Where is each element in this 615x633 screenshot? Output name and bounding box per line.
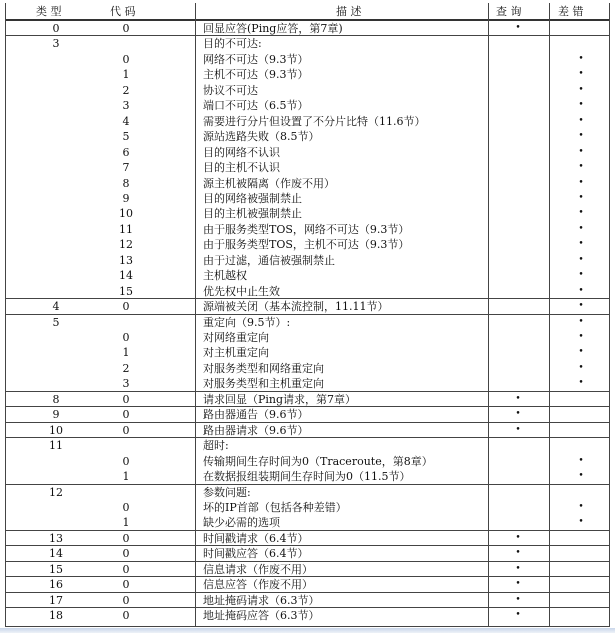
description-cell: 由于过滤，通信被强制禁止: [203, 253, 335, 267]
description-cell: 主机不可达（9.3节）: [203, 68, 309, 82]
table-row: [6, 577, 609, 592]
error-mark: •: [578, 501, 584, 512]
type-cell: 4: [52, 300, 60, 314]
code-cell: 0: [122, 454, 130, 468]
description-cell: 坏的IP首部（包括各种差错）: [203, 500, 347, 514]
error-mark: •: [578, 362, 584, 373]
description-cell: 传输期间生存时间为0（Traceroute，第8章）: [203, 454, 433, 468]
type-cell: 9: [52, 408, 60, 422]
description-cell: 主机越权: [203, 269, 247, 283]
table-row: [6, 191, 609, 206]
header-type: 类 型: [36, 5, 62, 18]
code-cell: 0: [122, 547, 130, 561]
error-mark: •: [578, 223, 584, 234]
table-row: [6, 562, 609, 577]
description-cell: 缺少必需的选项: [203, 516, 280, 530]
code-cell: 0: [122, 300, 130, 314]
type-cell: 16: [49, 578, 63, 592]
error-mark: •: [578, 239, 584, 250]
code-cell: 0: [122, 609, 130, 623]
table-row: [6, 145, 609, 160]
header-error: 差 错: [558, 5, 584, 18]
error-mark: •: [578, 455, 584, 466]
error-mark: •: [578, 378, 584, 389]
table-row: [6, 237, 609, 252]
table-row: [6, 160, 609, 175]
description-cell: 地址掩码请求（6.3节）: [203, 593, 320, 607]
error-mark: •: [578, 162, 584, 173]
type-cell: 8: [52, 392, 60, 406]
type-cell: 15: [49, 562, 63, 576]
type-cell: 12: [49, 485, 63, 499]
code-cell: 1: [122, 68, 130, 82]
description-cell: 参数问题:: [203, 485, 251, 499]
type-cell: 0: [52, 22, 60, 35]
header-code: 代 码: [110, 5, 136, 18]
table-row: [6, 438, 609, 453]
query-mark: •: [515, 563, 521, 574]
table-row: [6, 284, 609, 299]
code-cell: 1: [122, 346, 130, 360]
code-cell: 14: [119, 269, 133, 283]
description-cell: 优先权中止生效: [203, 284, 280, 298]
table-row: [6, 407, 609, 422]
table-row: [6, 315, 609, 330]
description-cell: 时间戳应答（6.4节）: [203, 547, 309, 561]
table-row: [6, 114, 609, 129]
table-row: [6, 330, 609, 345]
table-row: [6, 345, 609, 360]
code-cell: 15: [119, 284, 133, 298]
table-row: [6, 593, 609, 608]
table-row: [6, 253, 609, 268]
table-row: [6, 21, 609, 36]
description-cell: 对网络重定向: [203, 331, 269, 344]
code-cell: 6: [122, 145, 130, 159]
description-cell: 由于服务类型TOS，主机不可达（9.3节）: [203, 238, 410, 252]
table-row: [6, 222, 609, 237]
query-mark: •: [515, 409, 521, 420]
description-cell: 网络不可达（9.3节）: [203, 52, 309, 66]
table-row: [6, 268, 609, 283]
query-mark: •: [515, 579, 521, 590]
description-cell: 需要进行分片但设置了不分片比特（11.6节）: [203, 114, 426, 128]
error-mark: •: [578, 131, 584, 142]
table-row: [6, 361, 609, 376]
description-cell: 在数据报组装期间生存时间为0（11.5节）: [203, 470, 411, 484]
code-cell: 0: [122, 52, 130, 66]
table-row: [6, 485, 609, 500]
type-cell: 11: [49, 439, 63, 453]
description-cell: 对服务类型和网络重定向: [203, 361, 324, 375]
error-mark: •: [578, 270, 584, 281]
description-cell: 协议不可达: [203, 83, 258, 97]
query-mark: •: [515, 594, 521, 605]
description-cell: 源主机被隔离（作废不用）: [203, 176, 335, 190]
code-cell: 0: [122, 531, 130, 545]
error-mark: •: [578, 146, 584, 157]
error-mark: •: [578, 285, 584, 296]
description-cell: 对服务类型和主机重定向: [203, 377, 324, 391]
description-cell: 目的不可达:: [203, 37, 262, 51]
type-cell: 10: [49, 423, 63, 437]
code-cell: 0: [122, 22, 130, 35]
description-cell: 信息请求（作废不用）: [203, 562, 313, 576]
code-cell: 1: [122, 470, 130, 484]
table-row: [6, 176, 609, 191]
code-cell: 12: [119, 238, 133, 252]
description-cell: 目的网络不认识: [203, 145, 280, 159]
code-cell: 0: [122, 331, 130, 344]
description-cell: 源站选路失败（8.5节）: [203, 130, 320, 144]
error-mark: •: [578, 177, 584, 188]
code-cell: 9: [122, 191, 130, 205]
description-cell: 时间戳请求（6.4节）: [203, 531, 309, 545]
error-mark: •: [578, 53, 584, 64]
description-cell: 目的主机不认识: [203, 161, 280, 175]
table-row: [6, 36, 609, 51]
query-mark: •: [515, 548, 521, 559]
code-cell: 0: [122, 562, 130, 576]
table-row: [6, 52, 609, 67]
table-row: [6, 608, 609, 623]
type-cell: 13: [49, 531, 63, 545]
query-mark: •: [515, 610, 521, 621]
code-cell: 5: [122, 130, 130, 144]
description-cell: 对主机重定向: [203, 346, 269, 360]
type-cell: 18: [49, 609, 63, 623]
error-mark: •: [578, 192, 584, 203]
code-cell: 4: [122, 114, 130, 128]
type-cell: 17: [49, 593, 63, 607]
table-row: [6, 98, 609, 113]
table-row: [6, 515, 609, 530]
type-cell: 14: [49, 547, 63, 561]
error-mark: •: [578, 316, 584, 327]
description-cell: 路由器请求（9.6节）: [203, 423, 309, 437]
table-row: [6, 392, 609, 407]
description-cell: 地址掩码应答（6.3节）: [203, 609, 320, 623]
code-cell: 0: [122, 500, 130, 514]
error-mark: •: [578, 332, 584, 342]
code-cell: 3: [122, 377, 130, 391]
code-cell: 1: [122, 516, 130, 530]
type-cell: 3: [52, 37, 60, 51]
description-cell: 超时:: [203, 439, 229, 453]
window-bottom-edge: [0, 628, 615, 633]
description-cell: 路由器通告（9.6节）: [203, 408, 309, 422]
error-mark: •: [578, 115, 584, 126]
header-query: 查 询: [496, 5, 522, 18]
code-cell: 11: [119, 222, 133, 236]
error-mark: •: [578, 84, 584, 95]
query-mark: •: [515, 532, 521, 543]
error-mark: •: [578, 301, 584, 312]
error-mark: •: [578, 208, 584, 219]
code-cell: 13: [119, 253, 133, 267]
table-row: [6, 546, 609, 561]
code-cell: 3: [122, 99, 130, 113]
icmp-message-table: [5, 3, 610, 627]
code-cell: 0: [122, 578, 130, 592]
table-row: [6, 376, 609, 391]
description-cell: 重定向（9.5节）:: [203, 315, 291, 329]
description-cell: 目的网络被强制禁止: [203, 191, 302, 205]
error-mark: •: [578, 100, 584, 111]
error-mark: •: [578, 254, 584, 265]
code-cell: 0: [122, 408, 130, 422]
description-cell: 信息应答（作废不用）: [203, 578, 313, 592]
code-cell: 2: [122, 83, 130, 97]
query-mark: •: [515, 23, 521, 33]
code-cell: 7: [122, 161, 130, 175]
table-row: [6, 83, 609, 98]
description-cell: 请求回显（Ping请求，第7章）: [203, 392, 357, 406]
code-cell: 8: [122, 176, 130, 190]
error-mark: •: [578, 517, 584, 528]
description-cell: 源端被关闭（基本流控制，11.11节）: [203, 300, 389, 314]
code-cell: 2: [122, 361, 130, 375]
table-header: [6, 3, 609, 19]
description-cell: 由于服务类型TOS，网络不可达（9.3节）: [203, 222, 410, 236]
description-cell: 回显应答(Ping应答，第7章): [203, 22, 343, 35]
code-cell: 0: [122, 593, 130, 607]
table-row: [6, 299, 609, 314]
table-row: [6, 500, 609, 515]
table-row: [6, 206, 609, 221]
code-cell: 0: [122, 392, 130, 406]
table-row: [6, 67, 609, 82]
table-row: [6, 469, 609, 484]
error-mark: •: [578, 471, 584, 482]
code-cell: 10: [119, 207, 133, 221]
code-cell: 0: [122, 423, 130, 437]
error-mark: •: [578, 69, 584, 80]
table-row: [6, 454, 609, 469]
query-mark: •: [515, 393, 521, 404]
description-cell: 目的主机被强制禁止: [203, 207, 302, 221]
header-description: 描 述: [336, 5, 362, 18]
table-row: [6, 129, 609, 144]
table-row: [6, 531, 609, 546]
description-cell: 端口不可达（6.5节）: [203, 99, 309, 113]
error-mark: •: [578, 347, 584, 358]
query-mark: •: [515, 424, 521, 435]
type-cell: 5: [52, 315, 60, 329]
table-row: [6, 423, 609, 438]
